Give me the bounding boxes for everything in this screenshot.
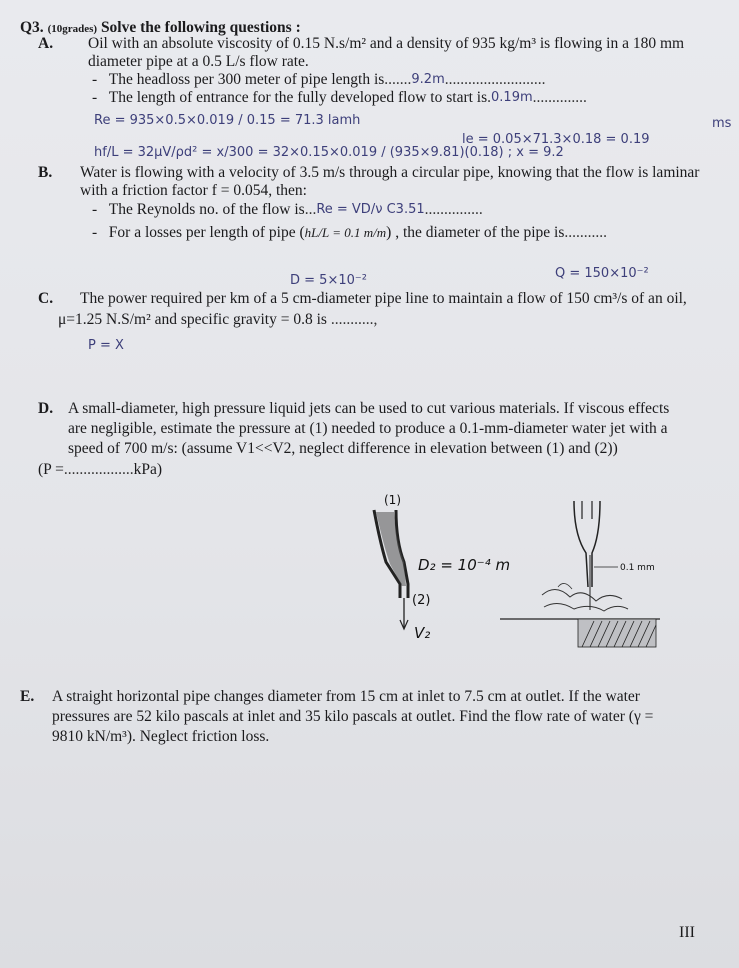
part-a-letter: A. [38,35,54,52]
handwritten-reynolds-work: Re = 935×0.5×0.019 / 0.15 = 71.3 lamh [94,113,361,128]
part-b-bullet1: - The Reynolds no. of the flow is...Re = VD/ν C3.51............... [92,201,483,218]
cutter-left-wall [574,501,588,587]
cutter-right-wall [592,501,600,587]
handwritten-flow-work: Q = 150×10⁻² [555,266,649,281]
fig-label-1: (1) [384,493,401,507]
part-a-answer2: 0.19m [491,90,533,105]
part-b-line1: Water is flowing with a velocity of 3.5 m/s through a circular pipe, knowing that the flow is laminar [80,164,700,181]
part-b-answer1: Re = VD/ν C3.51 [316,202,425,217]
nozzle-fill [376,512,406,586]
margin-note: ms [712,116,732,131]
part-d-line3: speed of 700 m/s: (assume V1<<V2, neglect difference in elevation between (1) and (2)) [68,440,618,457]
part-d-line1: A small-diameter, high pressure liquid jets can be used to cut various materials. If viscous effects [68,400,670,417]
spray-curve-3 [558,583,572,589]
fig-label-2: (2) [412,593,431,608]
part-a-line1: Oil with an absolute viscosity of 0.15 N.s/m² and a density of 935 kg/m³ is flowing in a 180 mm [88,35,685,52]
part-a-answer1: 9.2m [411,72,445,87]
spray-curve-2 [544,603,628,611]
handwritten-headloss-work: hf/L = 32μV/ρd² = x/300 = 32×0.15×0.019 / (935×9.81)(0.18) ; x = 9.2 [94,145,564,160]
part-e-line2: pressures are 52 kilo pascals at inlet and 35 kilo pascals at outlet. Find the flow rate of water (γ = [52,708,654,725]
handwritten-entrance-work: le = 0.05×71.3×0.18 = 0.19 [462,132,650,147]
fig-mm-label: 0.1 mm [620,563,655,573]
fig-d2-label: D₂ = 10⁻⁴ m [418,556,510,574]
nozzle-figure [360,492,510,652]
fig-v2-label: V₂ [414,624,431,642]
part-d-letter: D. [38,400,54,417]
part-b-letter: B. [38,164,53,181]
part-e-line3: 9810 kN/m³). Neglect friction loss. [52,728,270,745]
handwritten-diameter-work: D = 5×10⁻² [290,273,367,288]
handwritten-power-work: P = X [88,338,124,353]
page-number: III [679,924,695,941]
part-d-line2: are negligible, estimate the pressure at (1) needed to produce a 0.1-mm-diameter water jet with a [68,420,668,437]
part-e-letter: E. [20,688,35,705]
losses-fraction: hL/L = 0.1 m/m [304,225,387,240]
part-c-line2: μ=1.25 N.S/m² and specific gravity = 0.8 is ..........., [58,311,378,328]
part-a-bullet2: - The length of entrance for the fully developed flow to start is.0.19m.............. [92,89,587,106]
part-c-letter: C. [38,290,54,307]
part-b-bullet2: - For a losses per length of pipe (hL/L = 0.1 m/m) , the diameter of the pipe is........... [92,224,607,241]
part-c-line1: The power required per km of a 5 cm-diameter pipe line to maintain a flow of 150 cm³/s of an oil, [80,290,687,307]
part-a-bullet1: - The headloss per 300 meter of pipe length is.......9.2m.......................... [92,71,546,88]
part-d-answer-line: (P =..................kPa) [38,461,162,478]
spray-curve-1 [542,589,622,601]
question-header: Q3. (10grades) Solve the following questions : [20,19,301,36]
part-e-line1: A straight horizontal pipe changes diameter from 15 cm at inlet to 7.5 cm at outlet. If the water [52,688,640,705]
cutting-figure [500,495,670,655]
part-a-line2: diameter pipe at a 0.5 L/s flow rate. [88,53,309,70]
part-b-line2: with a friction factor f = 0.054, then: [80,182,307,199]
